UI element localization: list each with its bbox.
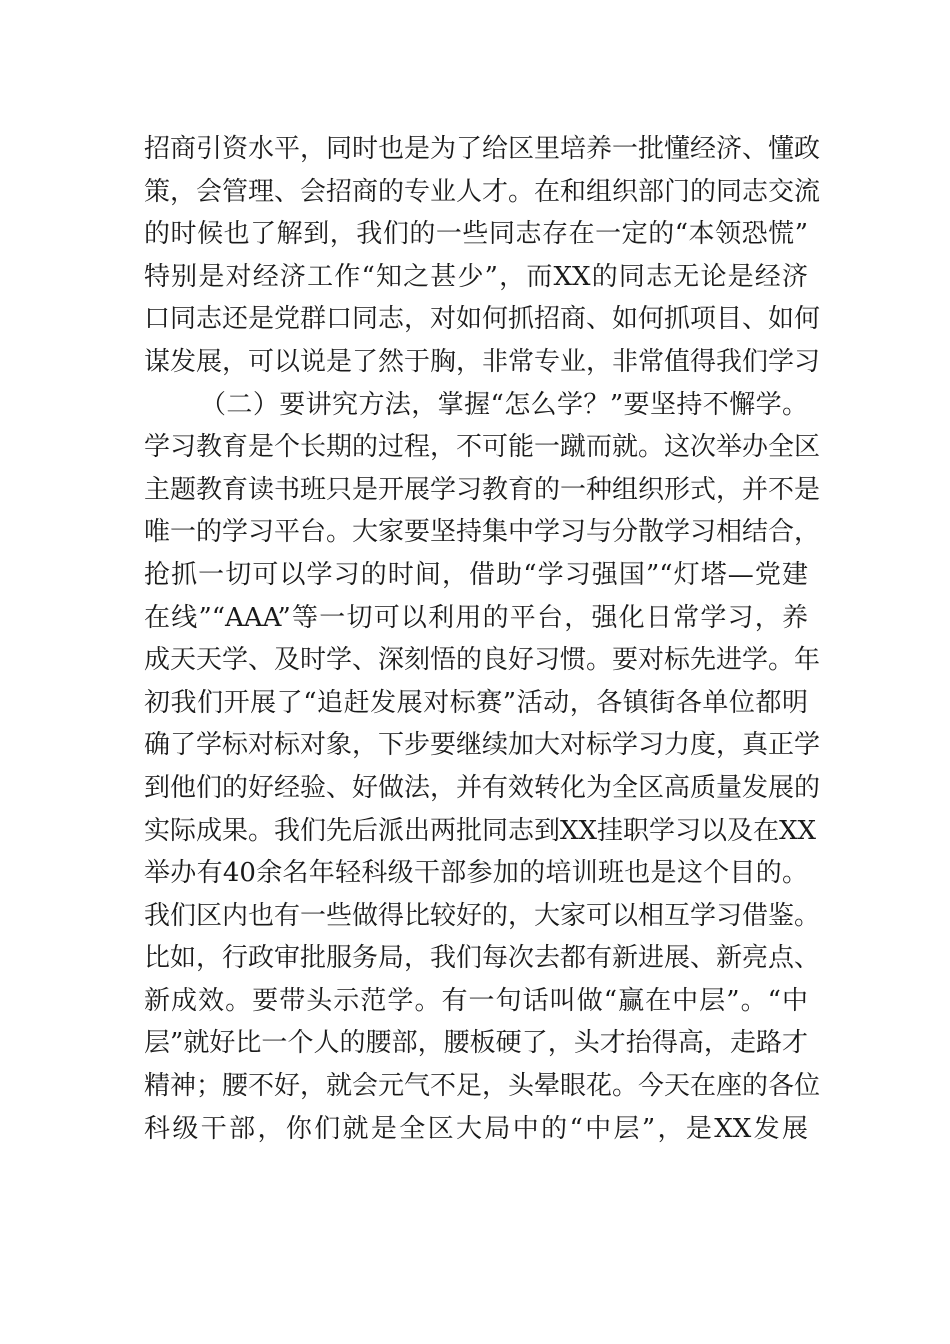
text-line: 的时候也了解到，我们的一些同志存在一定的“本领恐慌” [144, 219, 808, 250]
text-line: 实际成果。我们先后派出两批同志到XX挂职学习以及在XX [144, 815, 817, 846]
text-line: 精神；腰不好，就会元气不足，头晕眼花。今天在座的各位 [144, 1071, 821, 1102]
text-line: 抢抓一切可以学习的时间，借助“学习强国”“灯塔—党建 [144, 559, 808, 590]
text-line: 学习教育是个长期的过程，不可能一蹴而就。这次举办全区 [144, 432, 821, 463]
text-line: 初我们开展了“追赶发展对标赛”活动，各镇街各单位都明 [144, 687, 808, 718]
text-line: 层”就好比一个人的腰部，腰板硬了，头才抬得高，走路才 [144, 1028, 808, 1059]
text-line: 科级干部，你们就是全区大局中的“中层”，是XX发展 [144, 1113, 808, 1144]
text-line: 特别是对经济工作“知之甚少”，而XX的同志无论是经济 [144, 261, 808, 292]
text-line: 我们区内也有一些做得比较好的，大家可以相互学习借鉴。 [144, 900, 821, 931]
text-line: 招商引资水平，同时也是为了给区里培养一批懂经济、懂政 [144, 134, 821, 164]
text-line: 到他们的好经验、好做法，并有效转化为全区高质量发展的 [144, 772, 821, 803]
text-line: 举办有40余名年轻科级干部参加的培训班也是这个目的。 [144, 858, 808, 889]
text-line: 策，会管理、会招商的专业人才。在和组织部门的同志交流 [144, 176, 821, 207]
text-line: 确了学标对标对象，下步要继续加大对标学习力度，真正学 [144, 730, 821, 761]
text-line: 新成效。要带头示范学。有一句话叫做“赢在中层”。“中 [144, 985, 808, 1016]
text-line: 在线”“AAA”等一切可以利用的平台，强化日常学习，养 [144, 602, 808, 633]
text-line: 唯一的学习平台。大家要坚持集中学习与分散学习相结合， [144, 517, 821, 548]
section-heading-line: （二）要讲究方法，掌握“怎么学？”要坚持不懈学。 [200, 389, 808, 420]
text-line: 主题教育读书班只是开展学习教育的一种组织形式，并不是 [144, 474, 821, 505]
text-line: 口同志还是党群口同志，对如何抓招商、如何抓项目、如何 [144, 304, 821, 335]
body-text [144, 128, 821, 1150]
text-line: 成天天学、及时学、深刻悟的良好习惯。要对标先进学。年 [144, 645, 821, 676]
text-line: 比如，行政审批服务局，我们每次去都有新进展、新亮点、 [144, 943, 821, 974]
text-line: 谋发展，可以说是了然于胸，非常专业，非常值得我们学习 [144, 346, 821, 377]
